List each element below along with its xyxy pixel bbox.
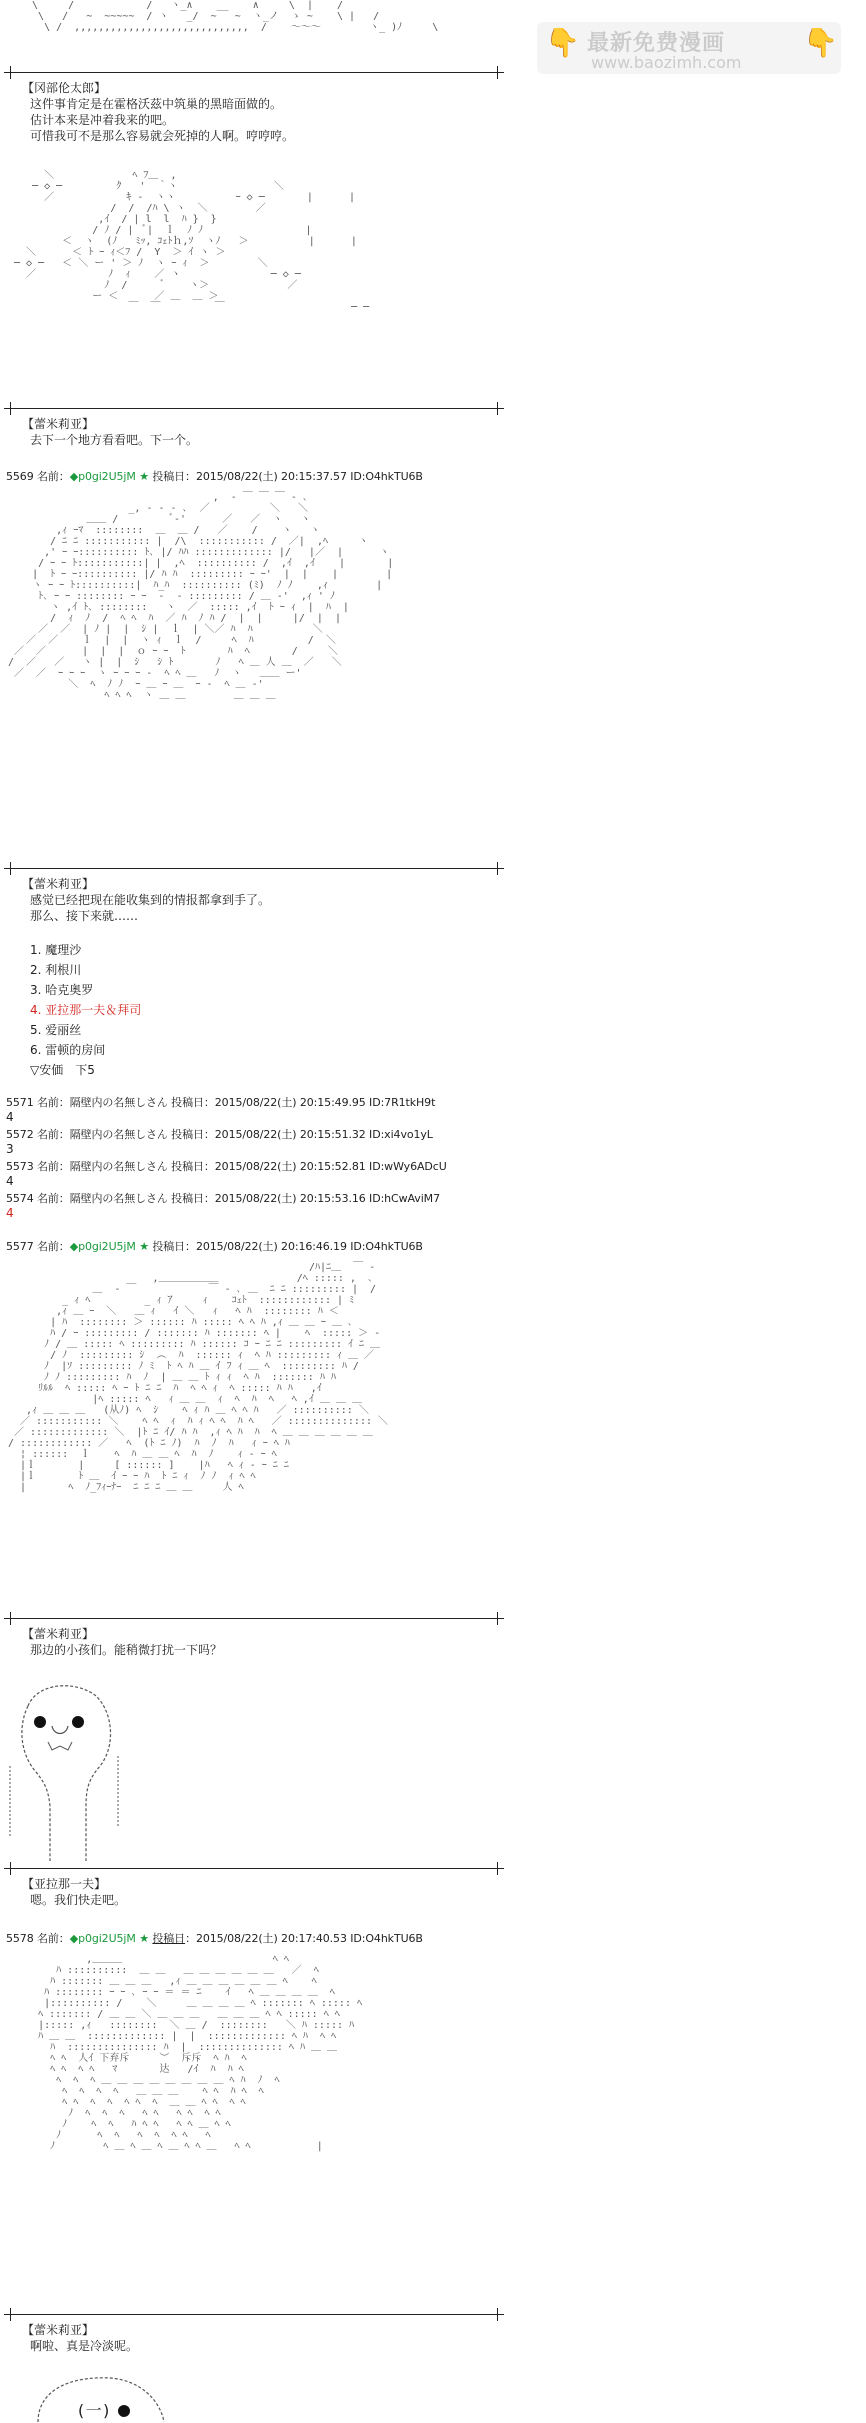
tripcode: ◆p0gi2U5jM: [69, 470, 136, 483]
separator-line: [4, 408, 504, 409]
dialog-line: 那么、接下来就……: [30, 909, 139, 923]
tripcode: ◆p0gi2U5jM: [69, 1932, 136, 1945]
choice-item-selected: 4. 亚拉那一夫＆拜司: [30, 1003, 142, 1017]
ascii-art-character-blob: [8, 1676, 128, 1866]
tripcode: ◆p0gi2U5jM: [69, 1240, 136, 1253]
post-header: 5573 名前：隔壁内の名無しさん 投稿日：2015/08/22(土) 20:15:52.81 ID:wWy6ADcU: [6, 1160, 447, 1173]
watermark-banner: [537, 22, 841, 74]
pointing-hand-icon: 👇: [803, 26, 838, 59]
post-header: 5569 名前：◆p0gi2U5jM ★ 投稿日：2015/08/22(土) 20:15:37.57 ID:O4hkTU6B: [6, 470, 423, 483]
dialog-line: 那边的小孩们。能稍微打扰一下吗？: [30, 1643, 223, 1657]
vote-value: 3: [6, 1142, 14, 1156]
speaker-name: 【亚拉那一夫】: [22, 1877, 107, 1891]
star-icon: ★: [139, 470, 149, 483]
post-header: 5572 名前：隔壁内の名無しさん 投稿日：2015/08/22(土) 20:15:51.32 ID:xi4vo1yL: [6, 1128, 433, 1141]
dialog-line: 啊啦、真是冷淡呢。: [30, 2339, 139, 2353]
post-header: 5571 名前：隔壁内の名無しさん 投稿日：2015/08/22(土) 20:15:49.95 ID:7R1tkH9t: [6, 1096, 436, 1109]
speaker-name: 【蕾米莉亚】: [22, 877, 95, 891]
separator-line: [4, 868, 504, 869]
star-icon: ★: [139, 1240, 149, 1253]
post-header: 5574 名前：隔壁内の名無しさん 投稿日：2015/08/22(土) 20:15:53.16 ID:hCwAviM7: [6, 1192, 440, 1205]
separator-line: [4, 1868, 504, 1869]
dialog-line: 可惜我可不是那么容易就会死掉的人啊。哼哼哼。: [30, 129, 295, 143]
ascii-art-remilia-3: ,＿＿＿ ﾍ ﾍ ﾊ :::::::::: ＿ ＿ ＿ ＿ ＿ ＿ ＿ ＿ ／ ﾍ ﾊ ::::::: ＿ ＿ ＿ ,ｨ ＿ ＿ ＿ ＿ ＿ ＿ ﾍ ﾍ ﾊ :::::::: ｰ ｰ ､ ｰ ｰ ＝ ＝ ﾆ ｲ ﾍ ＿ ＿ ＿ ＿ ﾍ |:::::::::: / ＼ ＿ ＿ ＿ ＿ ﾍ ::::::: ﾍ ::::: ﾍ ﾍ ::::::: / ＿ ＿ ＼ ＿ ＿ ＿ ＿ ＿ ＿ ﾍ ﾍ ::::: ﾍ ﾍ |::::: ,ｨ :::::::: ＼ ＿ / :::::::: ＼ ﾊ ::::: ﾊ ﾊ ＿ ＿ ::::::::::::: | | ::::::::::::: ﾍ ﾊ ﾍ ﾍ ﾊ ::::::::::::::: ﾊ | :::::::::::::: ﾍ ﾊ ＿ ＿ ﾍ ﾍ 人ｲ 下弃斥 ︶ 斥斥 ﾍ ﾊ ﾍ ﾍ ﾍ ﾍ ﾍ ﾏ 达 /ｲ ﾊ ﾊ ﾍ ﾍ ﾍ ﾍ ＿ ＿ ＿ ＿ ＿ ＿ ＿ ＿ ﾍ ﾊ ﾉ ﾍ ﾍ ﾍ ﾍ ﾍ ＿ ＿ ＿ ﾍ ﾍ ﾊ ﾍ ﾍ ﾍ ﾍ ﾍ ﾍ ﾍ ﾍ ﾍ ＿ ＿ ﾍ ﾍ ﾍ ﾍ ﾉ ﾍ ﾍ ﾍ ﾍ ﾍ ﾍ ﾍ ﾍ ﾍ ﾉ ﾍ ﾍ ﾊ ﾍ ﾍ ﾍ ﾍ ＿ ﾍ ﾍ ﾉ ﾍ ﾍ ﾍ ﾍ ﾍ ﾍ ﾍ ﾉ ﾍ ＿ ﾍ ＿ ﾍ ＿ ﾍ ﾍ ＿ ﾍ ﾍ |: [38, 1954, 362, 2152]
dialog-line: 嗯。我们快走吧。: [30, 1893, 127, 1907]
dialog-line: 估计本来是冲着我来的吧。: [30, 113, 175, 127]
svg-text:(一): (一): [76, 2401, 112, 2420]
pointing-hand-icon: 👇: [545, 26, 580, 59]
choice-item: 2. 利根川: [30, 963, 82, 977]
ascii-art-remilia-1: , ‐ ￣ ￣ ￣ ‐ ､ _, ‐ ‐ ‐ ､ ／ ＼ ＼ ＿＿ / ﾞ‐' ／ ／ ヽ ヽ ,ｨ ｰﾏ :::::::: ＿ ＿ / ／ / ヽ ヽ / ﾆ ﾆ ::::::::::: | /\ ::::::::::: / ／| ,ﾍ ヽ ,' ｰ ｰ:::::::::: ﾄ､ |/ ﾊﾊ ::::::::::::: |/ |／ | ヽ / ｰ ｰ ﾄ:::::::::::| | ,ﾍ :::::::::: / ,ｲ ,ｲ | | | ﾄ ｰ ｰ:::::::::: |/ ﾊ ﾊ ::::::::: ｰ ｰ' | | | | ヽ ｰ ｰ ﾄ::::::::::| ﾊ_ﾊ :::::::::: (ﾐ) ﾉ ﾉ ,ｨ | ﾄ､ ｰ ｰ :::::::: ｰ ｰ ‐ ‐ ::::::::: / ＿ ‐' ,ｨ ' ﾉ ヽ ,ｲ ﾄ､ :::::::: ヽ ／ ::::: ,ｲ ﾄ ｰ ｨ | ﾊ | / ｨ ﾉ / ﾍ ﾍ ﾊ ／ ﾊ ﾉ ﾊ / | | |/ | | ／ ／ | ﾉ | | ｼ | ｌ | ＼／ ﾊ ﾊ ＼ ／ ／ ｌ | | ヽ ｨ ｌ / ﾍ ﾊ / ＼ ／ ／ | | | ｏ ｰ ｰ ﾄ ﾊ ﾍ / ＼ / ／ ／ ヽ | | ｼ ｼ ﾄ ﾉ ﾍ ＿ 人 ＿ ／ ＼ ／ ／ ｰ ｰ ｰ ヽ ｰ ｰ ｰ ‐ ﾍ ﾍ ＿ ﾉ ヽ ＿＿ ー' ＼ ﾍ ﾉ ﾉ ｰ ＿ ｰ ＿ ｰ ‐ ﾍ ＿ ‐' ﾍ ﾍ ﾍ ヽ ＿ ＿ ＿ ＿ ＿: [8, 492, 394, 701]
ascii-art-character-partial: [20, 2370, 180, 2423]
choice-item: 3. 哈克奥罗: [30, 983, 94, 997]
vote-value: 4: [6, 1174, 14, 1188]
choice-item: 6. 雷顿的房间: [30, 1043, 106, 1057]
speaker-name: 【蕾米莉亚】: [22, 2323, 95, 2337]
vote-value: 4: [6, 1206, 14, 1220]
separator-line: [4, 72, 504, 73]
choice-item: 1. 魔理沙: [30, 943, 82, 957]
choice-instruction: ▽安価 下5: [30, 1063, 95, 1077]
dialog-line: 感觉已经把现在能收集到的情报都拿到手了。: [30, 893, 271, 907]
vote-value: 4: [6, 1110, 14, 1124]
separator-line: [4, 1618, 504, 1619]
dialog-line: 这件事肯定是在霍格沃茲中筑巢的黑暗面做的。: [30, 97, 283, 111]
speaker-name: 【冈部伦太郎】: [22, 81, 107, 95]
ascii-art-character-sparkle: ＼ ﾍ ﾌ＿ , ─ ◇ ─ ｸ ' ｀ヽ ＼ ／ ｷ ‐ ヽヽ ｰ ◇ ─ | | / / /ﾊ \ ヽ ＼ ／ ,ｲ / | l l ﾊ } } / ﾉ / | ﾞ| ｌ ﾉ ﾉ | ＜ ヽ (ﾉ ﾐｯ, ｺｪﾄｈ,ｿ ヽﾉ ＞ | | ＼ ＜ ﾄ ｰ ｨ＜ﾌ / Y ＞ ｲ ヽ ＞ ─ ◇ ─ ＜ ＼ ー ' ＞ ﾉ ヽ ｰ ｨ ＞ ＼ ／ ﾉ ｨ ／ ヽ ─ ◇ ─ ﾉ / ﾞ ヽ＞ ／ ー ＜ ／ ＿ ＿ ＞ ￣ ￣ ￣ ─ ─: [14, 170, 370, 313]
ascii-art-top: \ / / ヽ_∧ __ ∧ \ | / \ / ~ ~~~~~ / ヽ _/ ~ ~ ヽ_ノ ゝ ~ \ | / \ / ,,,,,,,,,,,,,,,,,,,,,,,,,,,,, / ～～～ ヽ_ )ﾉ \: [32, 0, 439, 33]
separator-line: [4, 2314, 504, 2315]
speaker-name: 【蕾米莉亚】: [22, 1627, 95, 1641]
dialog-line: 去下一个地方看看吧。下一个。: [30, 433, 199, 447]
ascii-art-remilia-2: /ﾊ|ﾆ＿ ￣ ‐ ,＿＿＿＿＿＿ /ﾍ ::::: , ､ ＿ ‐ ￣ ￣ ‐ ､ ＿ ﾆ ﾆ ::::::::: | / _ ｨ ﾍ _ ｨ ｱ ｨ ｺｪﾄ :::::::::::: | ﾐ ,ｨ ＿ ｰ ＼ ＿ ｨ ｲ ＼ ｨ ﾍ ﾊ :::::::: ﾊ ＜ | ﾊ :::::::: ＞ :::::: ﾊ ::::: ﾍ ﾍ ﾊ ,ｨ ＿ ＿ ｰ ＿ ､ ﾊ / ｰ ::::::::: / ::::::: ﾊ ::::::: ﾍ | ﾍ ::::: ＞ ‐ ﾉ / ＿ ::::: ﾍ ::::::::: ﾊ :::::: ｺ ｰ ﾆ ﾆ ::::::::: ｲ ﾆ ＿ / ﾉ ::::::::: ｼ ︵ ﾊ :::::: ｨ ﾍ ﾊ ::::::::: ｨ ＿ ／ ﾉ |ｿ ::::::::: ﾉ ﾐ ﾄ ﾍ ﾊ ＿ ｲ ﾌ ｨ ＿ ﾍ ::::::::: ﾊ / ﾉ ﾉ ::::::::: ﾊ ﾉ | ＿ ＿ ﾄ ｨ ｨ ﾍ ﾊ ::::::: ﾊ ﾊ ﾘﾙﾙ ﾍ ::::: ﾍ ｰ ﾄ ﾆ ﾆ ﾊ ﾍ ﾍ ｨ ﾍ ::::: ﾊ ﾊ ,ｲ |ﾍ ::::: ﾍ ｨ ＿ ＿ ｨ ﾍ ﾊ ﾍ ﾍ ,ｲ ＿ ＿ ＿ ,ｨ ＿ ＿ ＿ (从ﾉ) ﾍ ｼ ﾍ ｨ ﾊ ＿ ﾍ ﾍ ﾊ ／ :::::::::: ＼ ／ ::::::::::: ＼ ﾍ ﾍ ｨ ﾊ ｨ ﾍ ﾍ ﾊ ﾍ ／ :::::::::::::: ＼ ／ ::::::::::::: ＼ |ﾄ ﾆ ｲ/ ﾊ ﾊ ,ｨ ﾍ ﾊ ﾊ ﾍ ＿ ＿ ＿ ＿ ＿ ＿ / :::::::::::: ／ ﾍ (ﾄ ﾆ ﾉ) ﾊ ﾉ ﾊ ｨ ｰ ﾍ ﾊ ¦ :::::: ｌ ﾍ ﾊ ＿ ＿ ﾍ ﾊ ﾉ ｨ ‐ ｰ ﾍ |ｌ | [ :::::: ] |ﾊ ﾍ ｨ ‐ ｰ ﾆ ﾆ |ｌ ﾄ ＿ ｲ ｰ ｰ ﾊ ﾄ ﾆ ｨ ﾉ ﾉ ｨ ﾍ ﾍ | ﾍ ﾉ_ﾌｨｰﾅｰ ﾆ ﾆ ﾆ ＿ ＿ 人 ﾍ: [8, 1262, 389, 1493]
star-icon: ★: [139, 1932, 149, 1945]
speaker-name: 【蕾米莉亚】: [22, 417, 95, 431]
post-header: 5577 名前：◆p0gi2U5jM ★ 投稿日：2015/08/22(土) 20:16:46.19 ID:O4hkTU6B: [6, 1240, 423, 1253]
choice-item: 5. 爱丽丝: [30, 1023, 82, 1037]
watermark-url: www.baozimh.com: [591, 53, 742, 72]
post-header: 5578 名前：◆p0gi2U5jM ★ 投稿日：2015/08/22(土) 20:17:40.53 ID:O4hkTU6B: [6, 1932, 423, 1945]
watermark-title: 最新免费漫画: [587, 31, 726, 56]
